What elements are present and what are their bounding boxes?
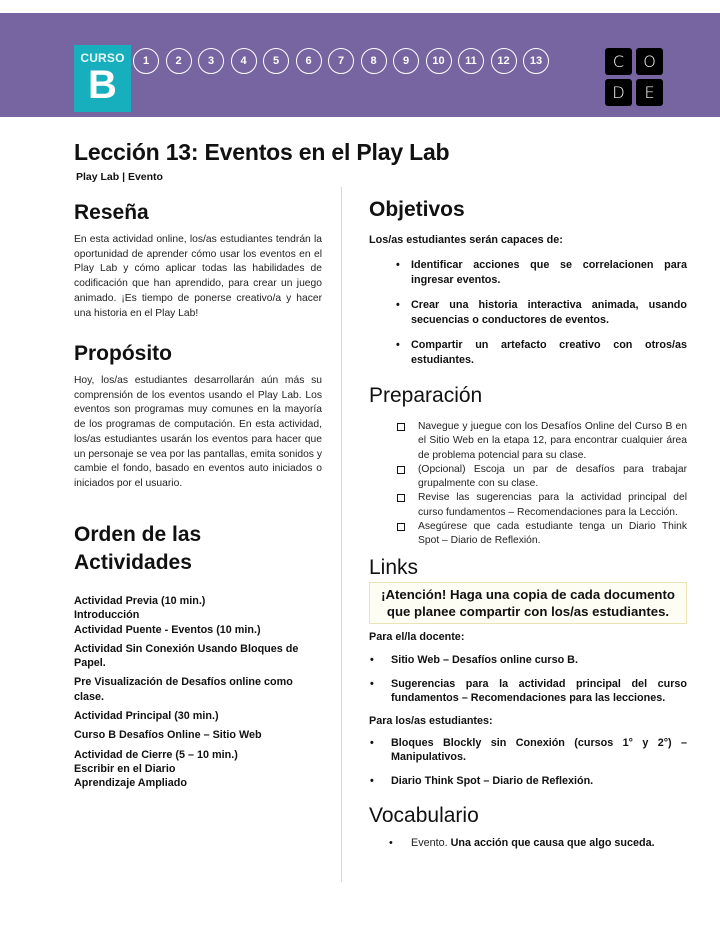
lesson-step-2[interactable]: 2 xyxy=(166,48,192,74)
objective-item: • Identificar acciones que se correlacionen para ingresar eventos. xyxy=(396,259,687,286)
proposito-section xyxy=(74,342,322,492)
objetivos-heading: Objetivos xyxy=(369,198,465,221)
lesson-step-1[interactable]: 1 xyxy=(133,48,159,74)
checkbox-icon[interactable] xyxy=(397,423,405,431)
checklist-item: Revise las sugerencias para la actividad principal del curso fundamentos – Recomendaciones para la Lección. xyxy=(369,491,687,520)
activity-item[interactable]: Actividad Previa (10 min.) xyxy=(74,595,206,607)
activity-group xyxy=(74,594,322,637)
activity-item[interactable]: Pre Visualización de Desafíos online como clase. xyxy=(74,676,293,703)
vocabulario-heading: Vocabulario xyxy=(369,804,479,827)
lesson-step-11[interactable]: 11 xyxy=(458,48,484,74)
bullet-icon: • xyxy=(370,677,374,690)
estudiantes-label: Para los/as estudiantes: xyxy=(369,714,493,727)
vocab-term: Evento. xyxy=(411,837,448,849)
links-heading: Links xyxy=(369,556,419,579)
activity-item[interactable]: Curso B Desafíos Online – Sitio Web xyxy=(74,729,262,742)
lesson-step-6[interactable]: 6 xyxy=(296,48,322,74)
course-badge-label: CURSO xyxy=(80,51,125,65)
orden-heading-line2: Actividades xyxy=(74,551,192,574)
resena-section xyxy=(74,201,322,321)
activity-group xyxy=(74,642,322,671)
logo-letter-d: D xyxy=(605,79,632,106)
activity-item[interactable]: Actividad de Cierre (5 – 10 min.) xyxy=(74,748,238,761)
bullet-icon: • xyxy=(389,837,393,849)
resena-heading: Reseña xyxy=(74,201,149,224)
lesson-step-7[interactable]: 7 xyxy=(328,48,354,74)
checklist-item: Navegue y juegue con los Desafíos Online del Curso B en el Sitio Web en la etapa 12, para encontrar cualquier área de problema potencial para su clase. xyxy=(369,420,687,463)
activity-group xyxy=(74,675,322,704)
link-item[interactable]: • Bloques Blockly sin Conexión (cursos 1° y 2°) – Manipulativos. xyxy=(370,736,687,763)
checkbox-icon[interactable] xyxy=(397,494,405,502)
lesson-step-5[interactable]: 5 xyxy=(263,48,289,74)
lesson-step-12[interactable]: 12 xyxy=(491,48,517,74)
vocab-definition: Una acción que causa que algo suceda. xyxy=(447,837,655,849)
lesson-title: Lección 13: Eventos en el Play Lab xyxy=(74,139,450,165)
activity-list xyxy=(74,594,322,791)
checklist-item: (Opcional) Escoja un par de desafíos para trabajar grupalmente con su clase. xyxy=(369,463,687,492)
logo-letter-o: O xyxy=(636,48,663,75)
bullet-icon: • xyxy=(370,774,374,787)
estudiantes-links xyxy=(369,736,687,789)
code-org-logo xyxy=(605,48,664,107)
links-section xyxy=(369,556,687,797)
bullet-icon: • xyxy=(370,736,374,749)
bullet-icon: • xyxy=(370,654,374,666)
docente-links xyxy=(369,653,687,706)
lesson-step-4[interactable]: 4 xyxy=(231,48,257,74)
objetivos-lead: Los/as estudiantes serán capaces de: xyxy=(369,234,563,246)
resena-body: En esta actividad online, los/as estudiantes tendrán la oportunidad de aprender cómo usar los eventos en el Play Lab y cómo aplicar todas las habilidades de codificación que han aprendido, para crear un juego animado. ¡Es tiempo de ponerse creativo/a y hacer una historia en el Play Lab! xyxy=(74,234,322,319)
activity-item[interactable]: Aprendizaje Ampliado xyxy=(74,777,187,790)
preparacion-checklist xyxy=(369,420,687,549)
lesson-step-13[interactable]: 13 xyxy=(523,48,549,74)
checklist-item: Asegúrese que cada estudiante tenga un Diario Think Spot – Diario de Reflexión. xyxy=(369,520,687,549)
proposito-heading: Propósito xyxy=(74,342,172,365)
vocab-item xyxy=(369,836,687,850)
activity-item[interactable]: Actividad Puente - Eventos (10 min.) xyxy=(74,623,261,636)
link-item[interactable]: • Sugerencias para la actividad principal del curso fundamentos – Recomendaciones para las lecciones. xyxy=(370,677,687,704)
course-badge xyxy=(74,45,131,112)
lesson-step-10[interactable]: 10 xyxy=(426,48,452,74)
lesson-step-3[interactable]: 3 xyxy=(198,48,224,74)
bullet-icon: • xyxy=(396,259,400,271)
course-badge-letter: B xyxy=(88,63,117,107)
docente-label: Para el/la docente: xyxy=(369,631,465,643)
activity-group xyxy=(74,728,322,742)
column-divider xyxy=(341,187,342,882)
course-header-bar xyxy=(0,13,720,117)
logo-letter-e: E xyxy=(636,79,663,106)
logo-letter-c: C xyxy=(605,48,632,75)
activity-group xyxy=(74,709,322,723)
activity-item[interactable]: Escribir en el Diario xyxy=(74,762,176,775)
bullet-icon: • xyxy=(396,339,400,351)
vocabulario-section xyxy=(369,804,687,850)
activity-item[interactable]: Introducción xyxy=(74,609,140,622)
lesson-step-9[interactable]: 9 xyxy=(393,48,419,74)
orden-heading-line1: Orden de las xyxy=(74,523,202,546)
link-item[interactable]: • Sitio Web – Desafíos online curso B. xyxy=(370,654,578,666)
preparacion-section xyxy=(369,384,687,549)
proposito-body: Hoy, los/as estudiantes desarrollarán aún más su comprensión de los eventos usando el Play Lab. Los eventos son programas muy comunes en la mayoría de los programas de computación. En esta actividad, los/as estudiantes usarán los eventos para hacer que un personaje se vea por las pantallas, emita sonidos y cambie el fondo, basado en eventos auto iniciados o iniciados por el usuario. xyxy=(74,375,322,489)
orden-heading xyxy=(74,521,322,577)
orden-section xyxy=(74,521,322,796)
checkbox-icon[interactable] xyxy=(397,466,405,474)
objective-item: • Compartir un artefacto creativo con otros/as estudiantes. xyxy=(396,339,687,366)
link-item[interactable]: • Diario Think Spot – Diario de Reflexión. xyxy=(370,774,594,787)
objetivos-list xyxy=(369,258,687,367)
preparacion-heading: Preparación xyxy=(369,384,483,407)
attention-callout: ¡Atención! Haga una copia de cada documento que planee compartir con los/as estudiantes. xyxy=(369,582,687,624)
bullet-icon: • xyxy=(396,299,400,311)
checkbox-icon[interactable] xyxy=(397,523,405,531)
lesson-subtitle: Play Lab | Evento xyxy=(76,171,163,183)
activity-group xyxy=(74,748,322,791)
objective-item: • Crear una historia interactiva animada, usando secuencias o conductores de eventos. xyxy=(396,299,687,326)
objetivos-section xyxy=(369,198,687,378)
lesson-step-8[interactable]: 8 xyxy=(361,48,387,74)
activity-item[interactable]: Actividad Principal (30 min.) xyxy=(74,710,219,723)
lesson-step-nav xyxy=(133,48,549,74)
activity-item[interactable]: Actividad Sin Conexión Usando Bloques de Papel. xyxy=(74,642,299,670)
